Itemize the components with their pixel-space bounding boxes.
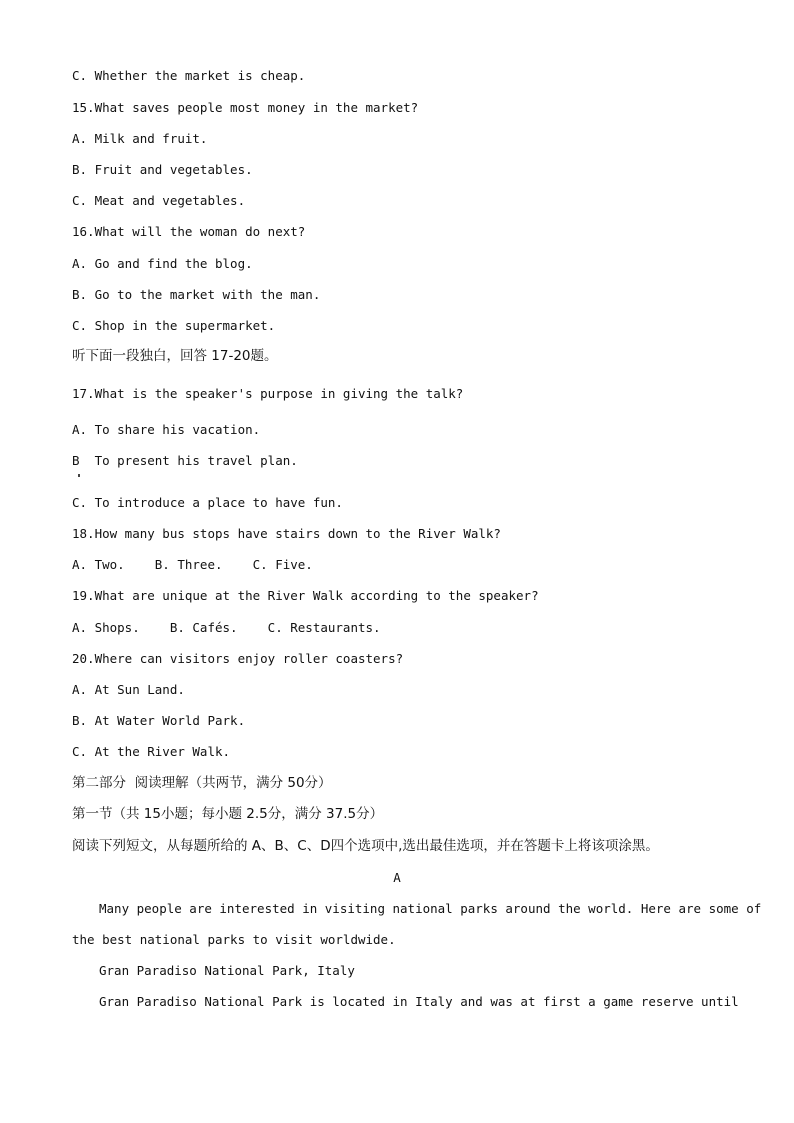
question-16: 16.What will the woman do next? [72,224,306,239]
park-description: Gran Paradiso National Park is located in Italy and was at first a game reserve until [99,994,739,1009]
section-one-heading: 第一节（共 15小题；每小题 2.5分，满分 37.5分） [72,806,384,822]
options-18: A. Two. B. Three. C. Five. [72,557,313,572]
question-19: 19.What are unique at the River Walk according to the speaker? [72,588,539,603]
option-20b: B. At Water World Park. [72,713,246,728]
options-19: A. Shops. B. Cafés. C. Restaurants. [72,620,381,635]
passage-paragraph-1-line-2: the best national parks to visit worldwide. [72,932,396,947]
option-20a: A. At Sun Land. [72,682,185,697]
option-15a: A. Milk and fruit. [72,131,208,146]
question-15: 15.What saves people most money in the market? [72,100,419,115]
option-15b: B. Fruit and vegetables. [72,162,253,177]
stray-mark [78,474,80,477]
option-16b: B. Go to the market with the man. [72,287,321,302]
question-18: 18.How many bus stops have stairs down to the River Walk? [72,526,501,541]
option-14c: C. Whether the market is cheap. [72,68,306,83]
passage-paragraph-1-line-1: Many people are interested in visiting national parks around the world. Here are some of [99,901,762,916]
question-17: 17.What is the speaker's purpose in giving the talk? [72,386,464,401]
passage-label: A [393,870,401,885]
option-15c: C. Meat and vegetables. [72,193,246,208]
part-two-heading: 第二部分 阅读理解（共两节，满分 50分） [72,775,332,791]
question-20: 20.Where can visitors enjoy roller coasters? [72,651,404,666]
option-17c: C. To introduce a place to have fun. [72,495,343,510]
section-instruction-monologue: 听下面一段独白，回答 17-20题。 [72,348,278,364]
park-heading: Gran Paradiso National Park, Italy [99,963,355,978]
option-17b: B To present his travel plan. [72,453,298,468]
option-17a: A. To share his vacation. [72,422,261,437]
option-16c: C. Shop in the supermarket. [72,318,276,333]
option-20c: C. At the River Walk. [72,744,231,759]
reading-instruction: 阅读下列短文，从每题所给的 A、B、C、D四个选项中,选出最佳选项，并在答题卡上将该项涂黑。 [72,838,659,854]
option-16a: A. Go and find the blog. [72,256,253,271]
